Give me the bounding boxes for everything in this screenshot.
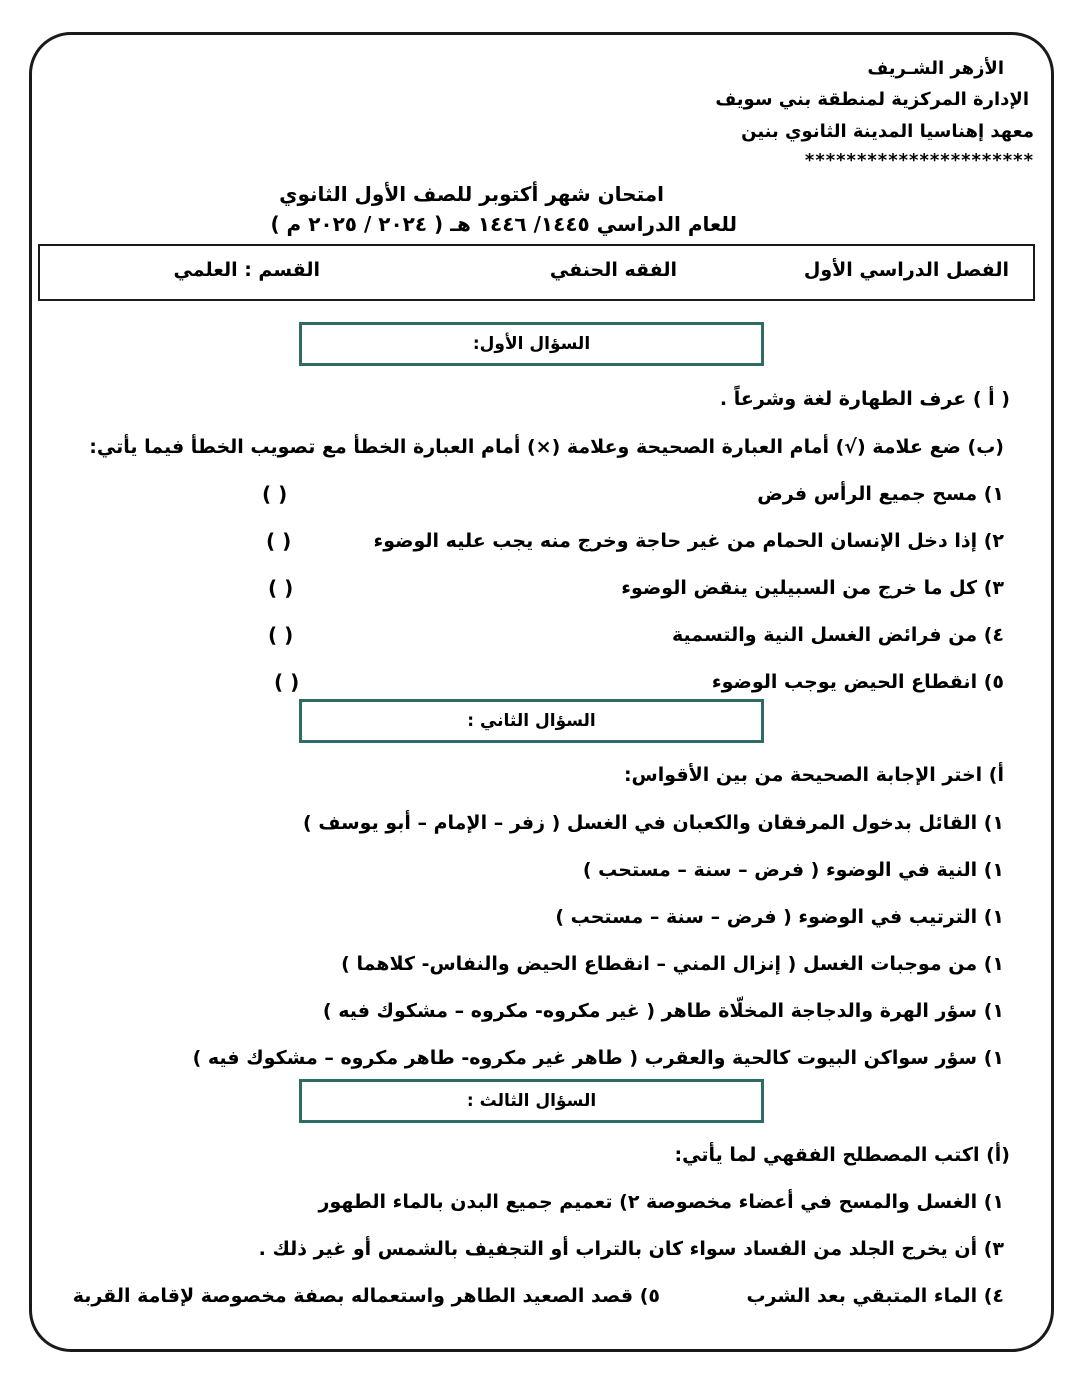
q2-heading-box xyxy=(299,699,764,743)
answer-blank: ( ) xyxy=(266,529,292,553)
answer-blank: ( ) xyxy=(268,576,294,600)
answer-blank: ( ) xyxy=(262,482,288,506)
q1-item: ١) مسح جميع الرأس فرض xyxy=(757,483,1004,505)
answer-blank: ( ) xyxy=(268,623,294,647)
header-administration: الإدارة المركزية لمنطقة بني سويف xyxy=(715,89,1029,110)
q1-part-b: (ب) ضع علامة (√) أمام العبارة الصحيحة وعلامة (×) أمام العبارة الخطأ مع تصويب الخطأ فيما يأتي: xyxy=(89,436,1004,458)
q1-heading: السؤال الأول: xyxy=(472,334,591,354)
q2-heading: السؤال الثاني : xyxy=(467,711,596,731)
q3-heading-box xyxy=(299,1079,764,1123)
q1-item: ٢) إذا دخل الإنسان الحمام من غير حاجة وخرج منه يجب عليه الوضوء xyxy=(373,530,1004,552)
q2-item: ١) سؤر الهرة والدجاجة المخلّاة طاهر ( غير مكروه- مكروه – مشكوك فيه ) xyxy=(322,1000,1004,1022)
q2-item: ١) القائل بدخول المرفقان والكعبان في الغسل ( زفر – الإمام – أبو يوسف ) xyxy=(303,812,1004,834)
answer-blank: ( ) xyxy=(274,670,300,694)
q2-part-a: أ) اختر الإجابة الصحيحة من بين الأقواس: xyxy=(623,764,1004,786)
q1-item: ٥) انقطاع الحيض يوجب الوضوء xyxy=(711,671,1004,693)
q3-item-4: ٤) الماء المتبقي بعد الشرب xyxy=(746,1285,1004,1307)
q3-part-a: (أ) اكتب المصطلح الفقهي لما يأتي: xyxy=(674,1144,1010,1166)
q2-item: ١) الترتيب في الوضوء ( فرض – سنة – مستحب ) xyxy=(555,906,1004,928)
q3-line-1: ١) الغسل والمسح في أعضاء مخصوصة ٢) تعميم جميع البدن بالماء الطهور xyxy=(318,1191,1004,1213)
q1-heading-box xyxy=(299,322,764,366)
q1-item: ٣) كل ما خرج من السبيلين ينقض الوضوء xyxy=(621,577,1004,599)
exam-year: للعام الدراسي ١٤٤٥/ ١٤٤٦ هـ ( ٢٠٢٤ / ٢٠٢٥ م ) xyxy=(270,212,737,236)
q3-item-5: ٥) قصد الصعيد الطاهر واستعماله بصفة مخصوصة لإقامة القربة xyxy=(72,1285,660,1307)
header-stars: ********************** xyxy=(804,150,1034,171)
q3-line-2: ٣) أن يخرج الجلد من الفساد سواء كان بالتراب أو التجفيف بالشمس أو غير ذلك . xyxy=(258,1238,1004,1260)
q1-item: ٤) من فرائض الغسل النية والتسمية xyxy=(672,624,1004,646)
q1-part-a: ( أ ) عرف الطهارة لغة وشرعاً . xyxy=(719,388,1010,410)
header-school: معهد إهناسيا المدينة الثانوي بنين xyxy=(741,121,1034,142)
q2-item: ١) من موجبات الغسل ( إنزال المني – انقطاع الحيض والنفاس- كلاهما ) xyxy=(341,953,1004,975)
exam-title: امتحان شهر أكتوبر للصف الأول الثانوي xyxy=(279,182,664,206)
header-institution: الأزهر الشـريف xyxy=(867,58,1004,79)
q2-item: ١) سؤر سواكن البيوت كالحية والعقرب ( طاهر غير مكروه- طاهر مكروه – مشكوك فيه ) xyxy=(192,1047,1004,1069)
info-subject: الفقه الحنفي xyxy=(549,259,677,281)
q3-heading: السؤال الثالث : xyxy=(466,1091,597,1111)
q2-item: ١) النية في الوضوء ( فرض – سنة – مستحب ) xyxy=(582,859,1004,881)
info-term: الفصل الدراسي الأول xyxy=(803,259,1009,281)
info-section: القسم : العلمي xyxy=(173,259,320,281)
